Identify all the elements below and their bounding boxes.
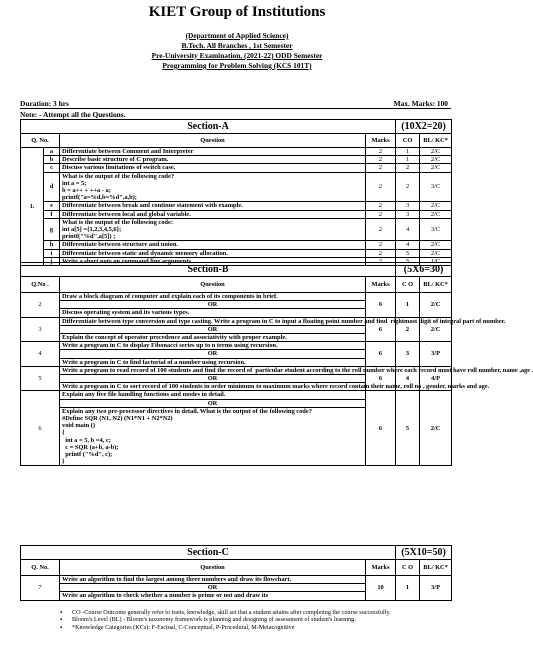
question-row — [21, 218, 452, 241]
program: B.Tech. All Branches , 1st Semester — [181, 41, 293, 50]
question-number: 3 — [21, 317, 60, 342]
col-qno: Q.No . — [21, 277, 60, 293]
question-letter: h — [44, 241, 60, 249]
question-bl: 3/C — [420, 218, 452, 241]
section-b-marks: (5X6=30) — [396, 263, 452, 277]
question-marks: 2 — [366, 172, 396, 202]
footer-note: ▪ Bloom's Level (BL) - Bloom's taxonomy framework is planning and designing of assessment of student's learning. — [60, 616, 440, 623]
section-c-marks: (5X10=50) — [396, 546, 452, 560]
question-number: 1. — [21, 148, 44, 266]
question-number: 2 — [21, 293, 60, 318]
max-marks: Max. Marks: 100 — [393, 99, 448, 108]
col-qno: Q. No. — [21, 134, 60, 148]
question-text: Differentiate between type conversion and type casting. Write a program in C to input a floating point number and find rightmost digit of integral part of number. — [60, 317, 366, 325]
question-bl: 2/C — [420, 317, 452, 342]
question-number: 7 — [21, 576, 60, 601]
question-bl: 3/P — [420, 342, 452, 367]
or-separator: OR — [60, 584, 366, 592]
question-marks: 2 — [366, 257, 396, 265]
question-co: 5 — [396, 391, 420, 466]
question-marks: 6 — [366, 317, 396, 342]
col-marks: Marks — [366, 134, 396, 148]
question-marks: 2 — [366, 164, 396, 172]
question-text: Discuss various limitations of switch case. — [60, 164, 366, 172]
question-co: 1 — [396, 293, 420, 318]
question-text: Differentiate between local and global variable. — [60, 210, 366, 218]
question-text: Draw a block diagram of computer and explain each of its components in brief. — [60, 293, 366, 301]
question-row — [21, 172, 452, 202]
col-co: C O — [396, 560, 420, 576]
question-bl: 2/C — [420, 249, 452, 257]
question-row — [21, 241, 452, 249]
question-co: 3 — [396, 202, 420, 210]
question-bl: 4/P — [420, 366, 452, 391]
question-bl: 2/C — [420, 241, 452, 249]
question-text: What is the output of the following code: int a[5] ={1,2,3,4,5,6}; printf("%d",a[5]) ; — [60, 218, 366, 241]
duration: Duration: 3 hrs — [20, 99, 69, 108]
subject: Programming for Problem Solving (KCS 101T) — [162, 61, 312, 70]
question-row — [21, 210, 452, 218]
section-c-table — [20, 545, 452, 601]
col-qno: Q. No. — [21, 560, 60, 576]
question-row — [21, 293, 452, 301]
question-letter: b — [44, 156, 60, 164]
question-marks: 10 — [366, 576, 396, 601]
question-co: 2 — [396, 172, 420, 202]
footer-notes — [60, 609, 440, 631]
question-co: 1 — [396, 156, 420, 164]
question-bl: 2/C — [420, 164, 452, 172]
section-b-title: Section-B — [21, 263, 396, 277]
question-bl: 2/C — [420, 156, 452, 164]
footer-note: ▪ *Knowledge Categories (KCs): F-Factual, C-Conceptual, P-Procedural, M-Metacognitive — [60, 624, 440, 631]
question-row — [21, 317, 452, 325]
col-marks: Marks — [366, 560, 396, 576]
col-co: C O — [396, 277, 420, 293]
question-co: 5 — [396, 249, 420, 257]
question-letter: j — [44, 257, 60, 265]
question-marks: 6 — [366, 293, 396, 318]
question-letter: d — [44, 172, 60, 202]
question-co: 2 — [396, 164, 420, 172]
col-marks: Marks — [366, 277, 396, 293]
or-separator: OR — [60, 399, 366, 407]
col-question: Question — [60, 560, 366, 576]
question-letter: a — [44, 148, 60, 156]
section-a-table — [20, 119, 452, 266]
question-letter: f — [44, 210, 60, 218]
section-a-title: Section-A — [21, 120, 396, 134]
footer-note: ▪ CO -Course Outcome generally refer to traits, knowledge, skill set that a student attains after completing the course successfully. — [60, 609, 440, 616]
or-separator: OR — [60, 350, 366, 358]
question-text: Explain any five file handling functions and modes in detail. — [60, 391, 366, 399]
question-bl: 3/C — [420, 172, 452, 202]
question-co: 3 — [396, 342, 420, 367]
question-text-alt: Explain the concept of operator precedence and associativity with proper example. — [60, 334, 366, 342]
question-row — [21, 383, 452, 391]
or-separator: OR — [60, 325, 366, 333]
question-text: Differentiate between static and dynamic memory allocation. — [60, 249, 366, 257]
question-text-alt: Write a program in C to find factorial of a number using recursion. — [60, 358, 366, 366]
question-marks: 2 — [366, 156, 396, 164]
question-row — [21, 156, 452, 164]
question-row — [21, 576, 452, 584]
question-co: 4 — [396, 218, 420, 241]
question-text: Write a program in C to display Fibonacci series up to n terms using recursion. — [60, 342, 366, 350]
question-marks: 2 — [366, 241, 396, 249]
question-text: Differentiate between structure and union. — [60, 241, 366, 249]
question-text: Write a program to read record of 100 students and find the record of particular student according to the roll number where each record must have roll number, name ,age . — [60, 366, 366, 374]
question-row — [21, 249, 452, 257]
question-co: 3 — [396, 210, 420, 218]
exam-name: Pre-University Examination, (2021-22) ODD Semester — [151, 51, 323, 60]
section-b-table — [20, 262, 533, 466]
question-row — [21, 391, 452, 399]
question-bl: 2/C — [420, 202, 452, 210]
question-letter: i — [44, 249, 60, 257]
question-text: Describe basic structure of C program. — [60, 156, 366, 164]
question-letter: c — [44, 164, 60, 172]
col-bl: BL/ KC* — [420, 560, 452, 576]
col-bl: BL/ KC* — [420, 134, 452, 148]
question-co: 4 — [396, 241, 420, 249]
question-marks: 6 — [366, 391, 396, 466]
question-number: 4 — [21, 342, 60, 367]
question-text-alt: Write a program in C to sort record of 100 students in order minimum to maximum marks where record contain their name, roll no , gender, marks and age. — [60, 383, 366, 391]
col-co: CO — [396, 134, 420, 148]
question-text: Write an algorithm to find the largest among three numbers and draw its flowchart. — [60, 576, 366, 584]
section-a-marks: (10X2=20) — [396, 120, 452, 134]
question-bl: 2/C — [420, 210, 452, 218]
question-number: 6 — [21, 391, 60, 466]
question-text: Differentiate between break and continue statement with example. — [60, 202, 366, 210]
question-co: 2 — [396, 317, 420, 342]
question-text: What is the output of the following code? int a = 5; b = a++ + ++a - a; printf("a=%d,b=%d",a,b); — [60, 172, 366, 202]
question-marks: 6 — [366, 366, 396, 391]
or-separator: OR — [60, 375, 366, 383]
question-text-alt: Explain any two pre-processor directives in detail. What is the output of the following code? #Define SQR (N1, N2) (N1*N1 + N2*N2) void main () { int a = 5, b =4, c; c = SQR (a+b, a-b); printf ("%d", c); } — [60, 407, 366, 466]
question-row — [21, 202, 452, 210]
question-co: 4 — [396, 366, 420, 391]
col-question: Question — [60, 134, 366, 148]
question-number: 5 — [21, 366, 60, 391]
question-row — [21, 148, 452, 156]
note: Note: - Attempt all the Questions. — [20, 110, 126, 119]
question-row — [21, 342, 452, 350]
question-co: 5 — [396, 257, 420, 265]
question-bl: 1/C — [420, 257, 452, 265]
question-text-alt: Write an algorithm to check whether a number is prime or not and draw its — [60, 592, 366, 600]
question-bl: 3/P — [420, 576, 452, 601]
question-bl: 2/C — [420, 148, 452, 156]
col-question: Question — [60, 277, 366, 293]
or-separator: OR — [60, 301, 366, 309]
question-marks: 2 — [366, 249, 396, 257]
question-co: 1 — [396, 576, 420, 601]
question-marks: 2 — [366, 202, 396, 210]
col-bl: BL/ KC* — [420, 277, 452, 293]
section-c-title: Section-C — [21, 546, 396, 560]
question-marks: 2 — [366, 148, 396, 156]
question-co: 1 — [396, 148, 420, 156]
question-text: Differentiate between Comment and Interpreter — [60, 148, 366, 156]
question-marks: 2 — [366, 218, 396, 241]
question-row — [21, 164, 452, 172]
question-text-alt: Discuss operating system and its various types. — [60, 309, 366, 317]
divider — [20, 108, 451, 109]
question-marks: 2 — [366, 210, 396, 218]
question-bl: 2/C — [420, 391, 452, 466]
question-text: Write a short note on command line arguments. — [60, 257, 366, 265]
question-bl: 2/C — [420, 293, 452, 318]
department: (Department of Applied Science) — [185, 31, 289, 40]
institution-title: KIET Group of Institutions — [148, 4, 326, 20]
question-marks: 6 — [366, 342, 396, 367]
question-letter: e — [44, 202, 60, 210]
question-row — [21, 366, 452, 374]
question-letter: g — [44, 218, 60, 241]
